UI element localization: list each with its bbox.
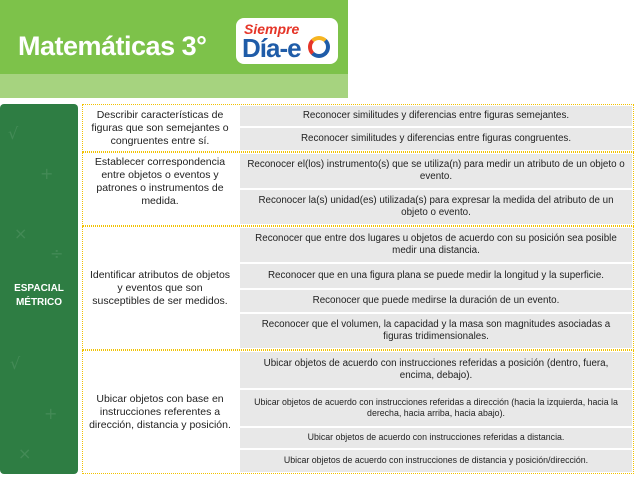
math-decoration-icon: + (40, 164, 54, 183)
sidebar-label (0, 282, 78, 310)
logo-line2: Día-e (242, 33, 301, 63)
row-item: Reconocer la(s) unidad(es) utilizada(s) para expresar la medida del atributo de un objeto o evento. (240, 190, 632, 224)
category-sidebar (0, 104, 78, 474)
row-left-cell: Identificar atributos de objetos y eventos que son susceptibles de ser medidos. (89, 268, 231, 307)
math-decoration-icon: + (44, 404, 58, 423)
row-item: Ubicar objetos de acuerdo con instrucciones de distancia y posición/dirección. (240, 450, 632, 472)
row-item: Reconocer similitudes y diferencias entre figuras semejantes. (240, 106, 632, 126)
sidebar-label-line2: MÉTRICO (15, 297, 63, 308)
header-banner (0, 0, 348, 98)
math-decoration-icon: × (18, 444, 32, 463)
header-band (0, 74, 348, 98)
row-left-cell: Describir características de figuras que son semejantes o congruentes entre sí. (91, 108, 229, 147)
row-item: Ubicar objetos de acuerdo con instrucciones referidas a dirección (hacia la izquierda, hacia la derecha, hacia arriba, hacia abajo). (240, 390, 632, 426)
row-item: Reconocer similitudes y diferencias entre figuras congruentes. (240, 128, 632, 150)
row-item: Reconocer que en una figura plana se puede medir la longitud y la superficie. (240, 264, 632, 288)
row-item: Reconocer el(los) instrumento(s) que se utiliza(n) para medir un atributo de un objeto o evento. (240, 154, 632, 188)
row-item: Reconocer que puede medirse la duración de un evento. (240, 290, 632, 312)
row-item: Reconocer que entre dos lugares u objetos de acuerdo con su posición sea posible medir una distancia. (240, 228, 632, 262)
math-decoration-icon: × (14, 224, 28, 243)
logo-swoosh-icon (308, 36, 330, 58)
row-item: Ubicar objetos de acuerdo con instrucciones referidas a posición (dentro, fuera, encima, debajo). (240, 352, 632, 388)
math-decoration-icon: √ (8, 124, 19, 143)
row-item: Ubicar objetos de acuerdo con instrucciones referidas a distancia. (240, 428, 632, 448)
page-title: Matemáticas 3° (18, 31, 207, 61)
row-left-cell: Ubicar objetos con base en instrucciones referentes a dirección, distancia y posición. (89, 392, 231, 431)
math-decoration-icon: √ (10, 354, 21, 373)
logo-line1: Siempre (244, 21, 300, 37)
siempre-dia-e-logo (236, 18, 338, 64)
math-decoration-icon: ÷ (50, 244, 64, 263)
row-left-cell: Establecer correspondencia entre objetos o eventos y patrones o instrumentos de medida. (94, 156, 226, 207)
sidebar-label-line1: ESPACIAL (14, 283, 64, 294)
row-item: Reconocer que el volumen, la capacidad y la masa son magnitudes asociadas a figuras tridimensionales. (240, 314, 632, 348)
